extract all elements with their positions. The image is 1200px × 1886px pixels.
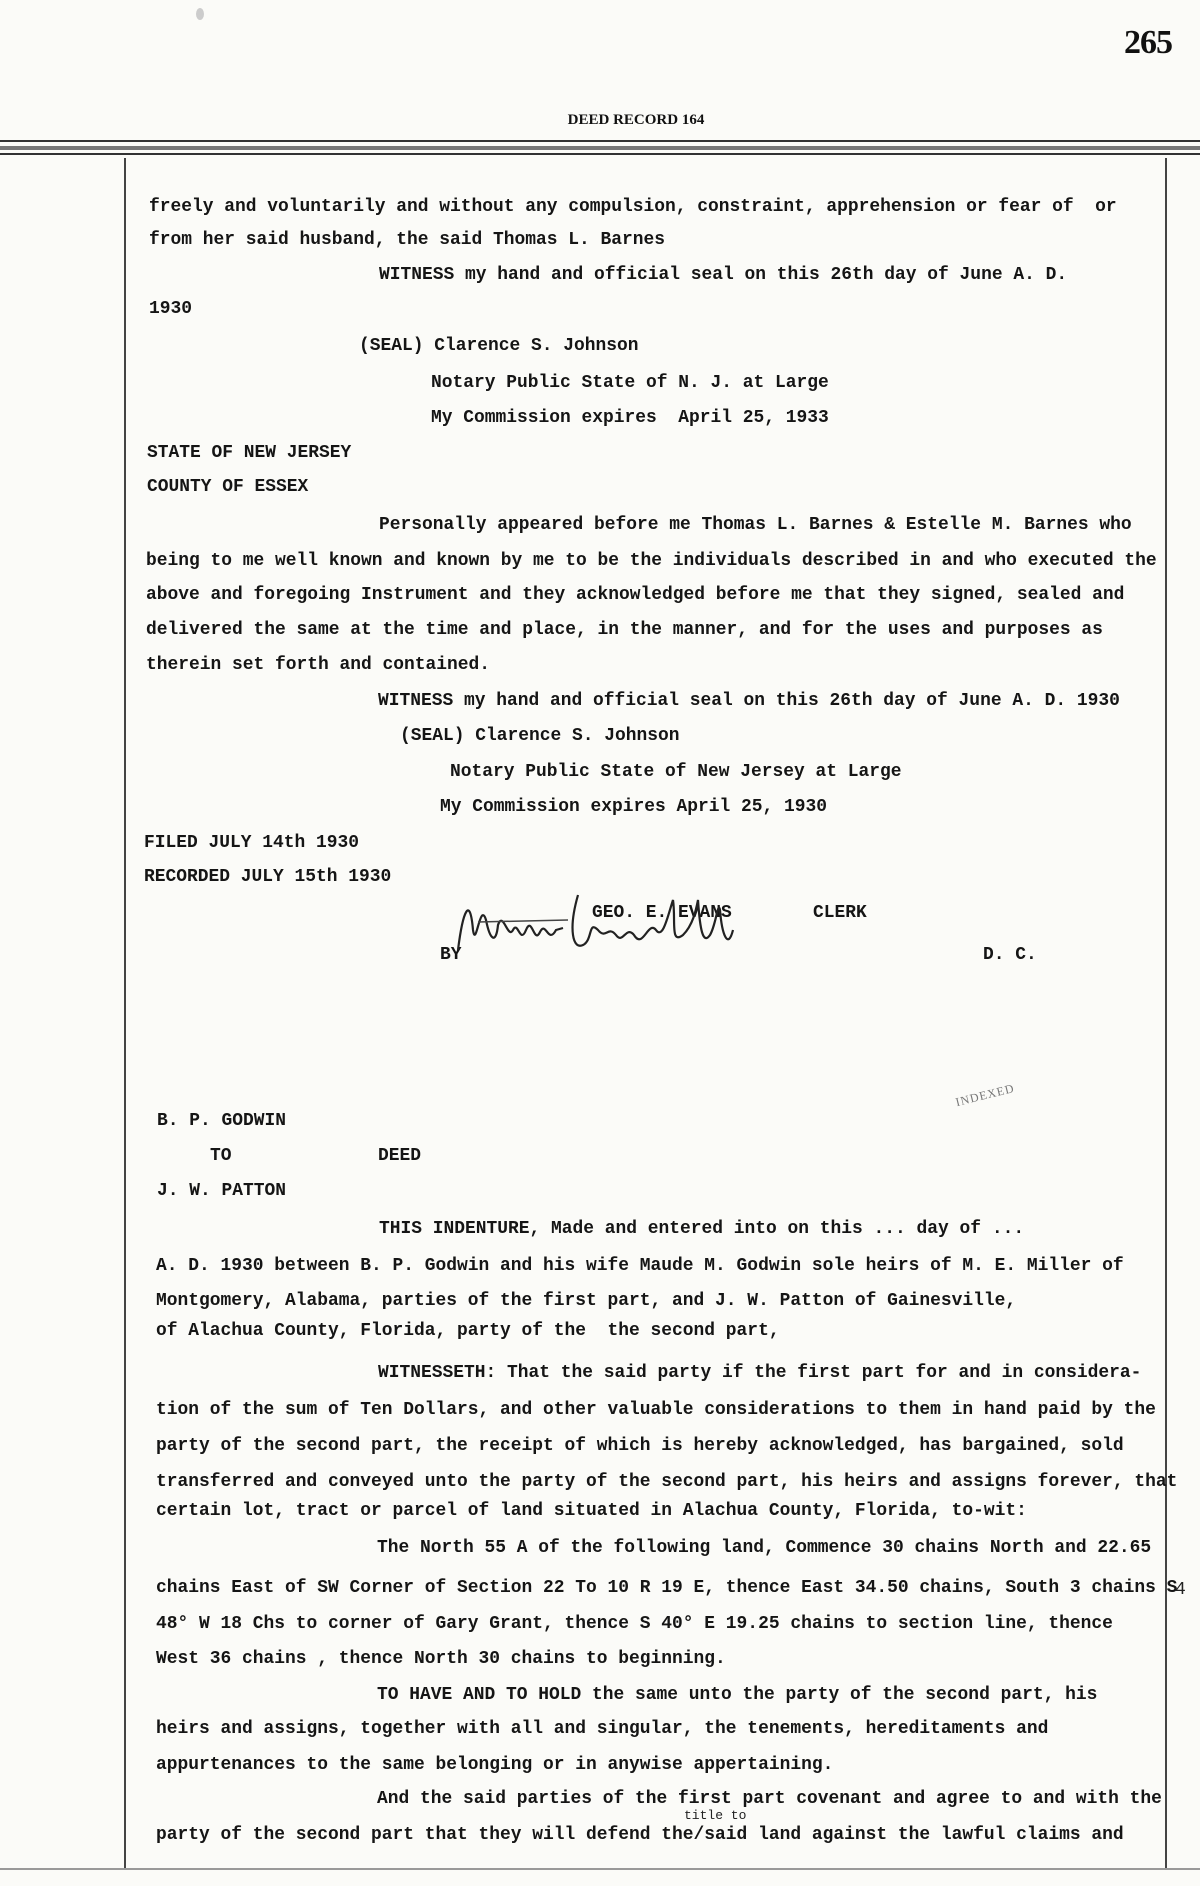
punch-mark bbox=[196, 8, 204, 20]
text-line: (SEAL) Clarence S. Johnson bbox=[359, 336, 639, 356]
text-line: party of the second part, the receipt of which is hereby acknowledged, has bargained, sold bbox=[156, 1436, 1124, 1456]
text-line: chains East of SW Corner of Section 22 To 10 R 19 E, thence East 34.50 chains, South 3 chains S bbox=[156, 1578, 1178, 1598]
document-type: DEED bbox=[378, 1146, 422, 1166]
interlineation: title to bbox=[684, 1808, 747, 1823]
text-line: tion of the sum of Ten Dollars, and other valuable considerations to them in hand paid by the bbox=[156, 1400, 1156, 1420]
text-line: Notary Public State of N. J. at Large bbox=[431, 373, 829, 393]
margin-note: 4 bbox=[1175, 1580, 1186, 1600]
right-margin-line bbox=[1165, 158, 1167, 1868]
page-number: 265 bbox=[1124, 24, 1172, 61]
text-line: COUNTY OF ESSEX bbox=[147, 477, 309, 497]
text-line: (SEAL) Clarence S. Johnson bbox=[400, 726, 680, 746]
text-line: A. D. 1930 between B. P. Godwin and his wife Maude M. Godwin sole heirs of M. E. Miller of bbox=[156, 1256, 1124, 1276]
text-line: WITNESS my hand and official seal on this 26th day of June A. D. 1930 bbox=[378, 691, 1120, 711]
text-line: of Alachua County, Florida, party of the the second part, bbox=[156, 1321, 780, 1341]
indexed-stamp: INDEXED bbox=[954, 1080, 1017, 1110]
text-line: The North 55 A of the following land, Commence 30 chains North and 22.65 bbox=[377, 1538, 1152, 1558]
text-line: West 36 chains , thence North 30 chains to beginning. bbox=[156, 1649, 726, 1669]
left-margin-line bbox=[124, 158, 126, 1868]
text-line: appurtenances to the same belonging or in anywise appertaining. bbox=[156, 1755, 834, 1775]
text-line: Notary Public State of New Jersey at Large bbox=[450, 762, 902, 782]
deputy-clerk-label: D. C. bbox=[983, 945, 1037, 965]
text-line: Montgomery, Alabama, parties of the first part, and J. W. Patton of Gainesville, bbox=[156, 1291, 1017, 1311]
text-line: freely and voluntarily and without any compulsion, constraint, apprehension or fear of or bbox=[149, 197, 1117, 217]
text-line: party of the second part that they will defend the/said land against the lawful claims and bbox=[156, 1825, 1124, 1845]
text-line: certain lot, tract or parcel of land situated in Alachua County, Florida, to-wit: bbox=[156, 1501, 1027, 1521]
text-line: transferred and conveyed unto the party of the second part, his heirs and assigns forever, that bbox=[156, 1472, 1178, 1492]
clerk-name: GEO. E. EVANS bbox=[592, 903, 732, 923]
text-line: TO HAVE AND TO HOLD the same unto the party of the second part, his bbox=[377, 1685, 1098, 1705]
text-line: delivered the same at the time and place, in the manner, and for the uses and purposes as bbox=[146, 620, 1103, 640]
clerk-signature bbox=[448, 890, 808, 970]
text-line: from her said husband, the said Thomas L. Barnes bbox=[149, 230, 666, 250]
text-line: My Commission expires April 25, 1933 bbox=[431, 408, 829, 428]
clerk-title: CLERK bbox=[813, 903, 867, 923]
book-title: DEED RECORD 164 bbox=[567, 112, 705, 128]
text-line: being to me well known and known by me to be the individuals described in and who executed the bbox=[146, 551, 1157, 571]
text-line: THIS INDENTURE, Made and entered into on this ... day of ... bbox=[379, 1219, 1025, 1239]
text-line: above and foregoing Instrument and they acknowledged before me that they signed, sealed and bbox=[146, 585, 1125, 605]
grantor-name: B. P. GODWIN bbox=[157, 1111, 287, 1131]
grantee-name: J. W. PATTON bbox=[157, 1181, 287, 1201]
text-line: STATE OF NEW JERSEY bbox=[147, 443, 352, 463]
text-line: therein set forth and contained. bbox=[146, 655, 491, 675]
by-label: BY bbox=[440, 945, 462, 965]
to-label: TO bbox=[210, 1146, 232, 1166]
text-line: 48° W 18 Chs to corner of Gary Grant, thence S 40° E 19.25 chains to section line, thence bbox=[156, 1614, 1113, 1634]
recorded-date: RECORDED JULY 15th 1930 bbox=[144, 867, 392, 887]
text-line: heirs and assigns, together with all and singular, the tenements, hereditaments and bbox=[156, 1719, 1049, 1739]
header-rule bbox=[0, 140, 1200, 142]
bottom-edge bbox=[0, 1868, 1200, 1870]
text-line: WITNESS my hand and official seal on this 26th day of June A. D. bbox=[379, 265, 1068, 285]
header-rule bbox=[0, 153, 1200, 155]
header-rule bbox=[0, 146, 1200, 150]
text-line: And the said parties of the first part covenant and agree to and with the bbox=[377, 1789, 1162, 1809]
text-line: 1930 bbox=[149, 299, 193, 319]
filed-date: FILED JULY 14th 1930 bbox=[144, 833, 360, 853]
text-line: WITNESSETH: That the said party if the first part for and in considera- bbox=[378, 1363, 1142, 1383]
text-line: Personally appeared before me Thomas L. Barnes & Estelle M. Barnes who bbox=[379, 515, 1132, 535]
text-line: My Commission expires April 25, 1930 bbox=[440, 797, 828, 817]
